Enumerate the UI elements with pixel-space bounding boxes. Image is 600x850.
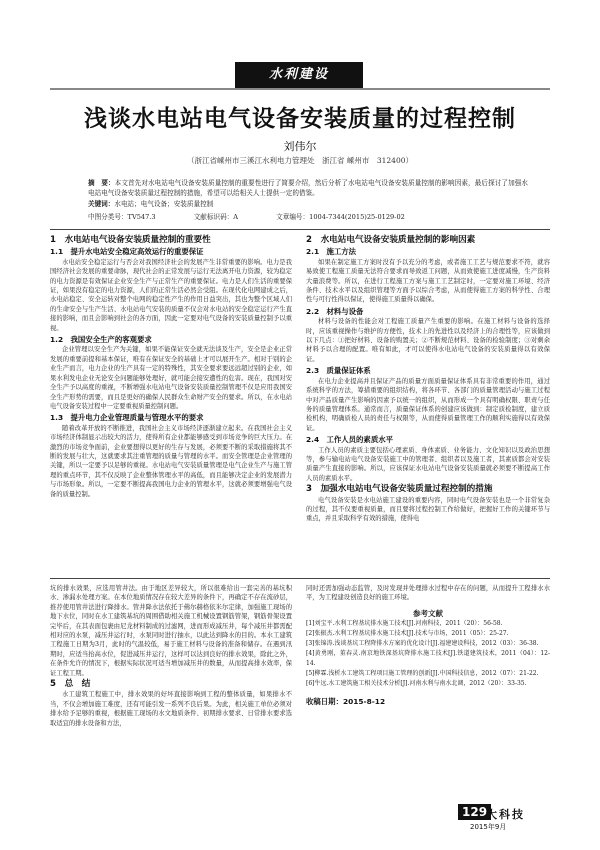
paragraph: 电气设备安装是水电站施工建设的重要内容，同时电气设备安装也是一个非常复杂的过程，其不仅要重视质量，而且要将过程控制工作给做好，把握好工作的关键环节与重点，并且采取科学有效的措施，使得电 — [306, 496, 550, 523]
paragraph: 工作人员的素质主要包括心理素质、身体素质、业务能力、文化知识以及政治思想等，参与输电站电气设备安装施工中的管理者、组织者以及施工者，其素质都会对安装质量产生直接的影响。所以，应该保证水电站电气设备安装质量就必须要不断提高工作人员的素质水平。 — [306, 446, 550, 482]
heading-2: 2 水电站电气设备安装质量控制的影响因素 — [306, 235, 476, 245]
paragraph: 材料与设备的性能会对工程施工质量产生重要的影响。在施工材料与设备的选择时，应该重视操作与维护的方便性，技术上的先进性以及经济上的合理性等，应该做到以下几点：①把好材料、设备的购置关；②不断规范材料、设备的检验制度；③对剩余材料予以合理的配置。唯有如此，才可以使得水电站电气设备的安装质量得以有效保证。 — [306, 318, 550, 363]
references-title: 参考文献 — [413, 608, 443, 618]
left-column — [50, 234, 292, 499]
heading-3: 3 加强水电站电气设备安装质量过程控制的措施 — [306, 484, 493, 495]
heading-2-4: 2.4 工作人员的素质水平 — [306, 435, 393, 445]
abstract-label: 摘 要： — [88, 179, 115, 187]
paragraph: 水工建筑工程施工中，排水效果的好坏直接影响到工程的整体质量，如果排水不当，不仅会增加施工难度，还有可能引发一系列不良后果。为此，相关施工单位必须对排水给予足够的重视，根据施工现场的水文地质条件、初期排水要求、日常排水要求选取适宜的排水设备和方法， — [50, 691, 292, 727]
bottom-right-column — [306, 584, 550, 707]
author: 刘伟尔 — [283, 140, 317, 153]
abstract — [88, 178, 528, 198]
paragraph: 水电站安全稳定运行与否会对我国经济社会的发展产生非常重要的影响。电力是我国经济社会发展的重要命脉，现代社会的正常发展与运行无法离开电力资源，较为稳定的电力资源是有效保证企业安全生产与正常生产的重要保证。电力是人们生活的重要保证，如果没有稳定的电力资源，人们的正常生活必然会受阻。在现代化电网建成之后，水电站稳定、安全运转对整个电网的稳定性产生的作用日益突出，其也为整个区域人们的生命安全与生产生活、水电站电气安装的质量不仅会对水电站的安全稳定运行产生直接的影响，而且会影响到社会的各方面，因此一定要对电气设备的安装质量控制予以重视。 — [50, 258, 292, 332]
header-rule — [50, 88, 550, 90]
keywords — [88, 198, 528, 208]
article-meta — [88, 211, 528, 221]
bottom-left-column — [50, 584, 292, 728]
abstract-rule — [50, 229, 550, 230]
reference-item: [2]张振杰.水利工程基坑排水施工技术[J].技术与市场，2011（05）：25-27. — [306, 629, 509, 637]
paragraph: 企业管理以安全生产为关键，如果不能保证安全就无法谈及生产，安全是企业正常发展的重要前提和基本保证，唯有在保证安全的基础上才可以展开生产。相对于别的企业生产而言，电力企业的生产具有一定的特殊性，其安全要求要远远超过别的企业，如果水利发电企业无论安全问题能够处理好，就可能会接安遭性的危害。现在，我国对安全生产予以高度的重视，不断增强水电站电气设备安装质量控制管理不仅是应用我国安全生产形势的需要，而且是更好的确保人民群众生命财产安全的要求。所以，在水电站电气设备安装过程中一定要重视质量控制问题。 — [50, 346, 292, 410]
heading-2-3: 2.3 质量保证体系 — [306, 366, 371, 376]
heading-2-2: 2.2 材料与设备 — [306, 306, 364, 316]
heading-1: 1 水电站电气设备安装质量控制的重要性 — [50, 235, 211, 245]
keywords-label: 关键词： — [88, 200, 115, 208]
article-number: 文章编号：1004-7344(2015)25-0129-02 — [276, 213, 405, 221]
references — [306, 609, 550, 689]
heading-2-1: 2.1 施工方法 — [306, 247, 357, 257]
section-tag: 水利建设 — [235, 62, 363, 88]
reference-item: [1]刘宝平.水利工程基坑排水施工技术[J].河南科技，2011（20）：56-58. — [306, 619, 503, 627]
paragraph: 在电力企业提高并且保证产品的质量方面质量保证体系具有非常重要的作用，通过系统科学的方法，筹措重要的组织结构，将各环节、各部门的质量管理活动与施工过程中对产品质量产生影响的因素予以统一的组织，从而形成一个具有明确权限、职责与任务的质量管理体系。通常而言，质量保证体系的创建应该做到：制定质检制度，建立质检机构，明确质检人员的责任与权限等，从而使得质量管理工作的顺利实施得以有效保证。 — [306, 377, 550, 432]
heading-1-1: 1.1 提升水电站安全稳定高效运行的重要保证 — [50, 247, 204, 257]
reference-item: [5]柳霖.浅析水工建筑工程项目施工管理的创新[J].中国科技信息，2012（07）：21-22. — [306, 669, 539, 677]
issue-date: 2015年9月 — [470, 823, 507, 831]
right-column — [306, 234, 550, 524]
reference-item: [3]张锦涛.浅谈基坑工程降排水方案的优化设计[J].福建建设科技，2012（03）：36-38. — [306, 639, 539, 647]
reference-item: [6]牛远.水工建筑施工相关技术分析[J].河南水利与南水北调，2012（20）：33-35. — [306, 679, 527, 687]
clc-number: 中图分类号：TV547.3 — [88, 213, 156, 221]
page-number: 129 — [458, 804, 491, 820]
heading-5: 5 总 结 — [50, 679, 91, 690]
received-date: 收稿日期：2015-8-12 — [306, 696, 386, 706]
article-title: 浅谈水电站电气设备安装质量的过程控制 — [84, 106, 516, 132]
abstract-text: 本文首先对水电站电气设备安装质量控制的重要性进行了简要介绍，然后分析了水电站电气设备安装质量控制的影响因素，最后探讨了加强水电站电气设备安装质量过程控制的措施，希望可以给相关人士提供一定的借鉴。 — [88, 179, 528, 197]
paragraph: 坑的排水效果，应选用管井法。由于地区差异较大，所以很难给出一套完善的基坑积水、渗漏水处理方案。在本位地质情况存在较大差异的条件下，再确定不存在流砂层，推荐使用管井法进行降排水。管井降水法依托于佛尔赫格依米尔定律，加强施工现场的地下水位，同时在水工建筑基坑的周围借助相关施工机械设置钢筋管架，钢筋骨架设置完毕后，在其表面包裹由尼龙材料制成的过滤网，进而形成减压井，每个减压井都需配相对应的水泵，减压井运行时，水泵同时进行抽水，以此达到降水的目的。本水工建筑工程施工日期为3月，此时的气温较低，易于施工材料与设备的准备和储存。在遇到汛期时，应适当抬高水位，促进减压井运行，这样可以达到良好的排水效果，除此之外，在条件允许的情况下，根据实际状况可适当增加减压井的数量，从而提高排水效率，保证工程工期。 — [50, 585, 292, 677]
reference-item: [4]黄勇刚，董春灵.南京地铁深基坑降排水施工技术[J].铁道建筑技术，2011（04）：12-14. — [306, 649, 550, 667]
journal-name: 大科技 — [486, 808, 525, 821]
document-code: 文献标识码：A — [193, 213, 239, 221]
paragraph: 同时还需加强动态监管，及时发现并处理排水过程中存在的问题，从而提升工程排水水平，为工程建设创造良好的施工环境。 — [306, 585, 550, 602]
paragraph: 随着改革开放的不断推进，我国社会主义市场经济逐渐建立起来。在我国社会主义市场经济体制显示出较大的活力，使得所有企业都能够感受到市场竞争的巨大压力。在激烈的市场竞争面前，企业要想得以更好的生存与发展，必须要不断的采取措施将其不断的发展与壮大，这就要求其注重管理的质量与管理的水平。而安全管理是企业管理的关键，所以一定要予以足够的重视。水电站电气安装质量管理是电气企业生产与施工管理的重点环节，其不仅反映了企业整体管理水平的高低，而且能够决定企业的发展潜力与市场形象。所以，一定要不断提高我国电力企业的管理水平，这就必须要增强电气设备的质量控制。 — [50, 424, 292, 498]
keywords-text: 水电站；电气设备；安装质量控制 — [114, 200, 214, 208]
heading-1-2: 1.2 我国安全生产的客观要求 — [50, 335, 152, 345]
paragraph: 如果在制定施工方案时没有予以充分的考虑，或者施工工艺与规范要求不符，就容易致使工程施工质量无法符合要求而导致返工问题，从而致使施工进度减慢，生产资料大量浪费等。所以，在进行工程施工方案与施工工艺制定时，一定要对施工环境、经济条件、技术水平以及组织管理等方面予以综合考虑，从而使得施工方案的科学性、合理性与可行性得以保证，使得施工质量得以确保。 — [306, 258, 550, 304]
continuation-rule — [50, 578, 550, 579]
heading-1-3: 1.3 提升电力企业管理质量与管理水平的要求 — [50, 413, 204, 423]
affiliation: （浙江省嵊州市三溪江水利电力管理处 浙江省 嵊州市 312400） — [186, 156, 413, 165]
